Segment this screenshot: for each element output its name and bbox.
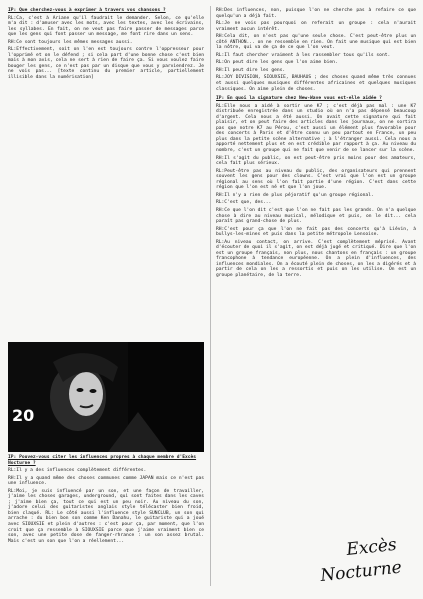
answer-paragraph: RH:Il y a quand même des choses communes comme JAPAN mais ce n'est pas une influence. bbox=[8, 475, 204, 487]
answer-paragraph: RL:Moi, je suis influencé par un son, et une façon de travailler, j'aime les choses garages, underground, qui sont faites dans les caves ; j'aime bien ça, tout ce qui est un peu noir. Au niveau du son, j'adore celui des guitaristes anglais style télécaster bien froid, bien claqué. RL: Le côté aussi l'influence style SUNCLUB, un son qui arrache : du bien bon son comme Ken Danahu, le guitariste qui a joué avec SIOUXSIE et plein d'autres : c'est pour ça, par moment, que l'on croit que ça ressemble à SIOUXSIE parce que j'aime vraiment bien ce son, avec une petite dose de fanger-rhrance : un son assez brutal. Mais c'est un son que l'on a réellement... bbox=[8, 488, 204, 544]
answer-paragraph: RL:Il y a des influences complètement différentes. bbox=[8, 468, 147, 474]
answer-paragraph: RL:C'est que, des... bbox=[216, 200, 272, 206]
page-number: 20 bbox=[12, 406, 35, 425]
answer-paragraph: RL:Il faut chercher vraiment à les rassembler tous qu'ils sont. bbox=[216, 52, 391, 58]
answer-paragraph: RH:Cela dit, on n'est pas qu'une seule chose. C'est peut-être plus un côté ANTHON... on ne ressemble en rien. On fait une musique qui est bien la nôtre, qui va de ça de ce que l'on veut. bbox=[216, 34, 416, 51]
question-2: IP: Pouvez-vous citer les influences propres à chaque membre d'Excès Nocturne ? bbox=[8, 455, 197, 466]
answer-paragraph: RH:Il peut dire les gens. bbox=[216, 67, 286, 73]
answer-paragraph: RL:Elle nous a aidé à sortir une K7 ; c'est déjà pas mal : une K7 distribuée enregistrée dans un studio où on n'a pas dépensé beaucoup d'argent. Cela nous a été aussi. On avait cette signature qui fait plaisir, et on peut faire des articles dans les journaux, on ne sortira pas que notre K7 au Pérou, c'est aussi un élément plus favorable pour des concerts à Paris et d'être connu un peu partout en France, un peu plus dans la petite scène alternative ; à l'étranger aussi. Cela nous a apporté nettement plus et en est crédible par rapport à ça. Au niveau du nombre, c'est un groupe qui ne fait que venir de se lancer sur la scène. bbox=[216, 103, 416, 154]
question-3: IP: En quoi la signature chez New-Wave vous est-elle aidée ? bbox=[216, 96, 382, 102]
right-column bbox=[216, 8, 416, 281]
left-column-lower bbox=[8, 455, 204, 546]
answer-paragraph: RL:Ca, c'est à Ariane qu'il faudrait le demander. Selon, ce qu'elle m'a dit : d'amuser avec les mots, avec les textes, avec les écrivains, les syllabes. En fait, on ne veut pas faire passer de messages parce que les gens qui font passer un message, me font rire dans un sens. bbox=[8, 15, 204, 38]
answer-paragraph: RH:C'est pour ça que l'on ne fait pas des concerts qu'à Liévin, à bullys-les-mines et puis dans la petite métropole Lensoise. bbox=[216, 226, 416, 238]
answer-paragraph: RL:Effectivement, soit on l'en est toujours contre l'oppresseur pour l'opprimé et on le défend ; si cela part d'une bonne chose c'est bien mais à mon avis, cela ne sert à rien de faire ça. Si vous voulez faire bouger les gens, ce n'est pas par un disque que vous y parviendrez. Je ne vois pas... [texte continu du premier article, partiellement illisible dans la numérisation] bbox=[8, 47, 204, 81]
answer-paragraph: RL:Je ne vois pas pourquoi on referait un groupe : cela n'aurait vraiment aucun intérêt. bbox=[216, 21, 416, 32]
logo-word-1: Excès bbox=[345, 534, 398, 560]
answer-paragraph: RH:Il s'agit du public, on est peut-être pris moins pour des amateurs, cela fait plus sérieux. bbox=[216, 155, 416, 167]
column-divider bbox=[210, 6, 211, 586]
band-photo-image bbox=[8, 342, 204, 452]
question-1: IP: Que cherchez-vous à exprimer à travers vos chansons ? bbox=[8, 8, 166, 13]
answer-paragraph: RH:Ce sont toujours les mêmes messages aussi. bbox=[8, 39, 133, 45]
band-logo-lettering bbox=[317, 533, 409, 591]
answer-paragraph: RL:Peut-être pas au niveau du public, des organisateurs qui prennent souvent les gens pour des clowns. C'est vrai que l'on est un groupe régional au sens où l'on fait partie d'une région. C'est dans cette région que l'on est né et que l'on joue. bbox=[216, 168, 416, 191]
answer-paragraph: RL:Au niveau contact, on arrive. C'est complètement méprisé. Avant d'écouter de quoi il s'agit, on est déjà jugé et critiqué. Dire que l'on est un groupe français, non plus, nous chantons en français : un groupe francophone à tendance européenne. On a plein d'influences, des influences mondiales. On a écouté plein de choses, on les a digérés et à partir de cela on les a ressortis et puis on les utilise. On est un groupe planétaire, de la terre. bbox=[216, 239, 416, 278]
answer-paragraph: RH:Ce que l'on dit c'est que l'on ne fait pas les grands. On n'a quelque chose à dire au niveau musical, mélodique et puis, on le dit... cela paraît pas grand-chose de plus. bbox=[216, 207, 416, 225]
left-column bbox=[8, 8, 204, 83]
band-photo bbox=[8, 342, 204, 452]
answer-paragraph: RL:On peut dire les gens que l'on aime bien. bbox=[216, 60, 338, 66]
logo-word-2: Nocturne bbox=[319, 557, 403, 586]
band-logo bbox=[317, 533, 409, 591]
answer-paragraph: RH:Il n'y a rien de plus péjoratif qu'un groupe régional. bbox=[216, 192, 374, 198]
answer-paragraph: RL:JOY DIVISION, SIOUXSIE, BAUHAUS ; des choses quand même très connues et aussi quelques musiques différentes africaines et quelques musiques classiques. On aime plein de choses. bbox=[216, 75, 416, 92]
answer-paragraph: RH:Des influences, non, puisque l'on ne cherche pas à refaire ce que quelqu'un a déjà fait. bbox=[216, 8, 416, 19]
